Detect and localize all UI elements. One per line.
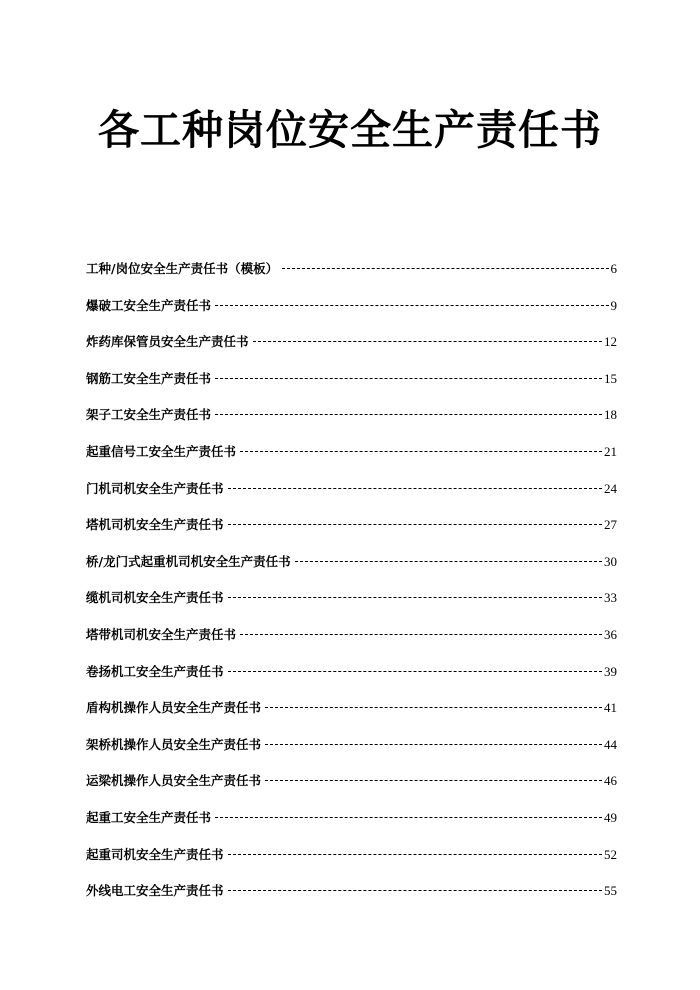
toc-entry[interactable] (86, 479, 617, 516)
toc-leader-dots (215, 305, 608, 306)
toc-leader-dots (228, 488, 602, 489)
toc-entry-title: 桥/龙门式起重机司机安全生产责任书 (86, 553, 291, 569)
toc-entry[interactable] (86, 442, 617, 479)
toc-page-number: 21 (604, 443, 617, 459)
toc-leader-dots (228, 524, 602, 525)
toc-entry[interactable] (86, 259, 617, 296)
toc-leader-dots (228, 671, 602, 672)
toc-leader-dots (295, 561, 602, 562)
document-title: 各工种岗位安全生产责任书 (98, 106, 602, 154)
toc-leader-dots (228, 854, 602, 855)
toc-leader-dots (228, 890, 602, 891)
toc-page-number: 6 (610, 261, 617, 276)
toc-entry[interactable] (86, 332, 617, 369)
toc-page-number: 33 (604, 590, 617, 606)
toc-entry-title: 架桥机操作人员安全生产责任书 (86, 736, 262, 752)
toc-page-number: 9 (610, 297, 617, 313)
table-of-contents (86, 259, 617, 918)
toc-entry-title: 爆破工安全生产责任书 (86, 297, 212, 313)
toc-entry[interactable] (86, 845, 617, 882)
toc-page-number: 36 (604, 626, 617, 642)
toc-page-number: 44 (604, 736, 617, 752)
toc-leader-dots (240, 451, 602, 452)
toc-entry[interactable] (86, 698, 617, 735)
toc-page-number: 55 (604, 883, 617, 899)
toc-entry-title: 起重司机安全生产责任书 (86, 846, 224, 862)
toc-entry-title: 起重工安全生产责任书 (86, 809, 212, 825)
toc-entry-title: 盾构机操作人员安全生产责任书 (86, 700, 262, 716)
toc-entry-title: 运梁机操作人员安全生产责任书 (86, 773, 262, 789)
toc-entry[interactable] (86, 588, 617, 625)
toc-leader-dots (240, 634, 602, 635)
toc-entry-title: 塔带机司机安全生产责任书 (86, 626, 237, 642)
toc-entry[interactable] (86, 552, 617, 589)
toc-page-number: 24 (604, 480, 617, 496)
toc-entry-title: 钢筋工安全生产责任书 (86, 370, 212, 386)
toc-entry-title: 炸药库保管员安全生产责任书 (86, 334, 249, 350)
toc-page-number: 49 (604, 809, 617, 825)
toc-page-number: 27 (604, 517, 617, 533)
toc-page-number: 46 (604, 773, 617, 789)
toc-entry-title: 架子工安全生产责任书 (86, 407, 212, 423)
toc-leader-dots (215, 414, 602, 415)
toc-page-number: 15 (604, 370, 617, 386)
toc-entry-title: 卷扬机工安全生产责任书 (86, 663, 224, 679)
toc-entry-title: 工种/岗位安全生产责任书（模板） (86, 261, 279, 276)
toc-entry[interactable] (86, 405, 617, 442)
toc-entry-title: 缆机司机安全生产责任书 (86, 590, 224, 606)
toc-leader-dots (265, 707, 602, 708)
toc-page-number: 30 (604, 553, 617, 569)
toc-leader-dots (282, 268, 608, 269)
toc-leader-dots (215, 817, 602, 818)
toc-page-number: 39 (604, 663, 617, 679)
toc-entry-title: 外线电工安全生产责任书 (86, 883, 224, 899)
toc-entry[interactable] (86, 662, 617, 699)
toc-entry[interactable] (86, 808, 617, 845)
toc-leader-dots (228, 597, 602, 598)
toc-leader-dots (265, 780, 602, 781)
toc-entry[interactable] (86, 771, 617, 808)
toc-entry[interactable] (86, 369, 617, 406)
toc-entry-title: 塔机司机安全生产责任书 (86, 517, 224, 533)
toc-entry[interactable] (86, 735, 617, 772)
toc-page-number: 41 (604, 700, 617, 716)
toc-entry[interactable] (86, 296, 617, 333)
toc-page-number: 12 (604, 334, 617, 350)
toc-entry[interactable] (86, 881, 617, 918)
toc-leader-dots (265, 744, 602, 745)
toc-entry-title: 起重信号工安全生产责任书 (86, 443, 237, 459)
toc-page-number: 52 (604, 846, 617, 862)
toc-entry[interactable] (86, 625, 617, 662)
toc-page-number: 18 (604, 407, 617, 423)
toc-entry[interactable] (86, 515, 617, 552)
toc-entry-title: 门机司机安全生产责任书 (86, 480, 224, 496)
toc-leader-dots (253, 341, 602, 342)
toc-leader-dots (215, 378, 602, 379)
